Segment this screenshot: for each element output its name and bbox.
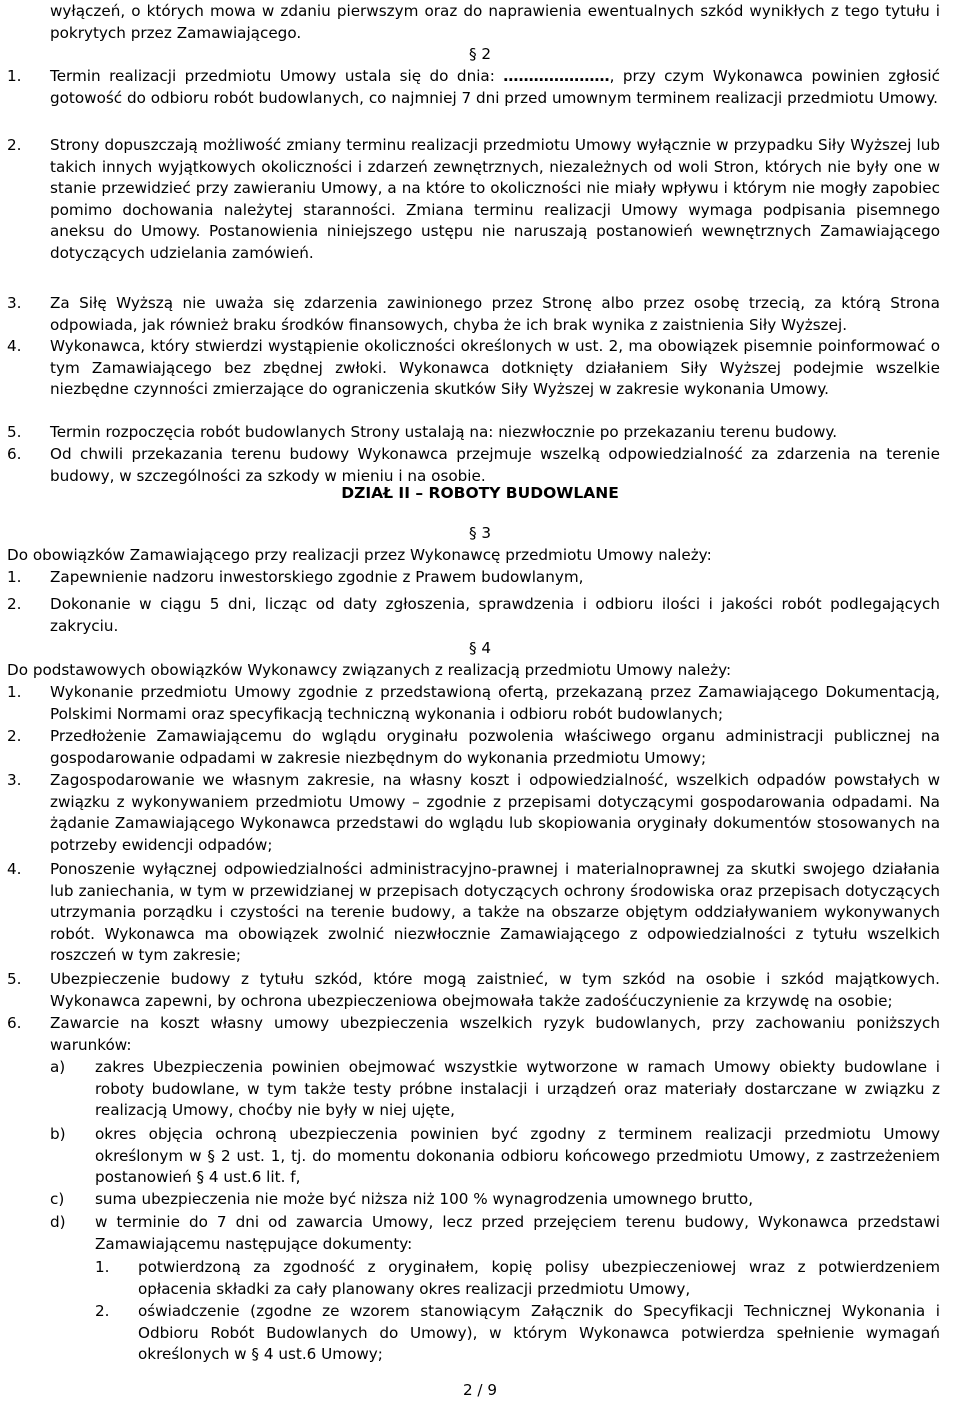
subsub-list-item: potwierdzoną za zgodność z oryginałem, kopię polisy ubezpieczeniowej wraz z potwierdzeniem opłacenia składki za cały planowany okres realizacji przedmiotu Umowy,: [138, 1258, 940, 1298]
item-number: 2.: [7, 136, 22, 154]
item-text-pre: Termin realizacji przedmiotu Umowy ustala się do dnia:: [50, 67, 504, 85]
item-number: 4.: [7, 337, 22, 355]
item-number: 1.: [7, 683, 22, 701]
item-number: 1.: [7, 568, 22, 586]
item-number: 1.: [7, 67, 22, 85]
item-number: 2.: [7, 595, 22, 613]
list-item: Ponoszenie wyłącznej odpowiedzialności administracyjno-prawnej i materialnoprawnej za skutki swojego działania lub zaniechania, w tym w przewidzianej w przepisach dotyczących ochrony środowiska oraz przepisach dotyczących utrzymania porządku i czystości na terenie budowy, a także na obszarze objętym oddziaływaniem wykonywanych robót. Wykonawca ma obowiązek zwolnić niezwłocznie Zamawiającego z odpowiedzialności z tytułu wszelkich roszczeń w tym zakresie;: [50, 860, 940, 964]
subitem-letter: d): [50, 1213, 66, 1231]
list-item: Zawarcie na koszt własny umowy ubezpieczenia wszelkich ryzyk budowlanych, przy zachowaniu poniższych warunków:: [50, 1014, 940, 1054]
sub-list-item: w terminie do 7 dni od zawarcia Umowy, lecz przed przejęciem terenu budowy, Wykonawca przedstawi Zamawiającemu następujące dokumenty:: [95, 1213, 940, 1253]
page-number: 2 / 9: [462, 1381, 498, 1399]
item-number: 5.: [7, 423, 22, 441]
list-item: Od chwili przekazania terenu budowy Wykonawca przejmuje wszelką odpowiedzialność za zdarzenia na terenie budowy, w szczególności za szkody w mieniu i na osobie.: [50, 445, 940, 485]
list-item: Strony dopuszczają możliwość zmiany terminu realizacji przedmiotu Umowy wyłącznie w przypadku Siły Wyższej lub takich innych wyjątkowych okoliczności i zdarzeń zewnętrznych, niezależnych od woli Stron, których nie były one w stanie przewidzieć przy zawieraniu Umowy, a na które to okoliczności nie miały wpływu i którym nie mogły zapobiec pomimo dochowania należytej staranności. Zmiana terminu realizacji Umowy wymaga podpisania pisemnego aneksu do Umowy. Postanowienia niniejszego ustępu nie naruszają postanowień wewnętrznych Zamawiającego dotyczących udzielania zamówień.: [50, 136, 940, 262]
item-number: 6.: [7, 445, 22, 463]
list-item: Dokonanie w ciągu 5 dni, licząc od daty zgłoszenia, sprawdzenia i odbioru ilości i jakości robót podlegających zakryciu.: [50, 595, 940, 635]
subitem-letter: b): [50, 1125, 66, 1143]
list-item: [50, 66, 940, 109]
item-text-post: , przy czym Wykonawca powinien zgłosić gotowość do odbioru robót budowlanych, co najmniej 7 dni przed umownym terminem realizacji przedmiotu Umowy.: [50, 67, 940, 107]
sub-list-item: suma ubezpieczenia nie może być niższa niż 100 % wynagrodzenia umownego brutto,: [95, 1190, 754, 1208]
sub-list-item: okres objęcia ochroną ubezpieczenia powinien być zgodny z terminem realizacji przedmiotu Umowy określonym w § 2 ust. 1, tj. do momentu dokonania odbioru końcowego przedmiotu Umowy, z zastrzeżeniem postanowień § 4 ust.6 lit. f,: [95, 1125, 940, 1186]
item-number: 6.: [7, 1014, 22, 1032]
subsub-list-item: oświadczenie (zgodne ze wzorem stanowiącym Załącznik do Specyfikacji Technicznej Wykonania i Odbioru Robót Budowlanych do Umowy), w którym Wykonawca potwierdza spełnienie wymagań określonych w § 4 ust.6 Umowy;: [138, 1302, 940, 1363]
paragraph-continuation: wyłączeń, o których mowa w zdaniu pierwszym oraz do naprawienia ewentualnych szkód wynikłych z tego tytułu i pokrytych przez Zamawiającego.: [50, 2, 940, 42]
chapter-heading: DZIAŁ II – ROBOTY BUDOWLANE: [341, 484, 619, 502]
item-number: 3.: [7, 294, 22, 312]
blank-date-dots: …………………: [503, 67, 610, 85]
subitem-letter: c): [50, 1190, 65, 1208]
section-number-2: § 2: [468, 45, 492, 63]
subsub-number: 1.: [95, 1258, 110, 1276]
section-intro: Do obowiązków Zamawiającego przy realizacji przez Wykonawcę przedmiotu Umowy należy:: [7, 546, 712, 564]
section-number-4: § 4: [468, 639, 492, 657]
list-item: Wykonanie przedmiotu Umowy zgodnie z przedstawioną ofertą, przekazaną przez Zamawiającego Dokumentacją, Polskimi Normami oraz specyfikacją techniczną wykonania i odbioru robót budowlanych;: [50, 683, 940, 723]
subitem-letter: a): [50, 1058, 66, 1076]
list-item: Za Siłę Wyższą nie uważa się zdarzenia zawinionego przez Stronę albo przez osobę trzecią, za którą Strona odpowiada, jak również braku środków finansowych, chyba że ich brak wynika z zaistnienia Siły Wyższej.: [50, 294, 940, 334]
list-item: Zagospodarowanie we własnym zakresie, na własny koszt i odpowiedzialność, wszelkich odpadów powstałych w związku z wykonywaniem przedmiotu Umowy – zgodnie z przepisami dotyczącymi gospodarowania odpadami. Na żądanie Zamawiającego Wykonawca przedstawi do wglądu lub skopiowania oryginały dokumentów stosowanych na potrzeby ewidencji odpadów;: [50, 771, 940, 854]
item-number: 5.: [7, 970, 22, 988]
section-intro: Do podstawowych obowiązków Wykonawcy związanych z realizacją przedmiotu Umowy należy:: [7, 661, 732, 679]
subsub-number: 2.: [95, 1302, 110, 1320]
list-item: Przedłożenie Zamawiającemu do wglądu oryginału pozwolenia właściwego organu administracji publicznej na gospodarowanie odpadami w zakresie niezbędnym do wykonania przedmiotu Umowy;: [50, 727, 940, 767]
item-number: 2.: [7, 727, 22, 745]
item-number: 4.: [7, 860, 22, 878]
item-number: 3.: [7, 771, 22, 789]
list-item: Zapewnienie nadzoru inwestorskiego zgodnie z Prawem budowlanym,: [50, 568, 584, 586]
list-item: Termin rozpoczęcia robót budowlanych Strony ustalają na: niezwłocznie po przekazaniu terenu budowy.: [50, 423, 838, 441]
list-item: Wykonawca, który stwierdzi wystąpienie okoliczności określonych w ust. 2, ma obowiązek pisemnie poinformować o tym Zamawiającego bez zbędnej zwłoki. Wykonawca dotknięty działaniem Siły Wyższej podejmie wszelkie niezbędne czynności zmierzające do ograniczenia skutków Siły Wyższej w zakresie wykonania Umowy.: [50, 337, 940, 398]
list-item: Ubezpieczenie budowy z tytułu szkód, które mogą zaistnieć, w tym szkód na osobie i szkód majątkowych. Wykonawca zapewni, by ochrona ubezpieczeniowa obejmowała także zadośćuczynienie za krzywdę na osobie;: [50, 970, 940, 1010]
sub-list-item: zakres Ubezpieczenia powinien obejmować wszystkie wytworzone w ramach Umowy obiekty budowlane i roboty budowlane, w tym także testy próbne instalacji i urządzeń oraz materiały dostarczane w związku z realizacją Umowy, choćby nie były w niej ujęte,: [95, 1058, 940, 1119]
section-number-3: § 3: [468, 524, 492, 542]
